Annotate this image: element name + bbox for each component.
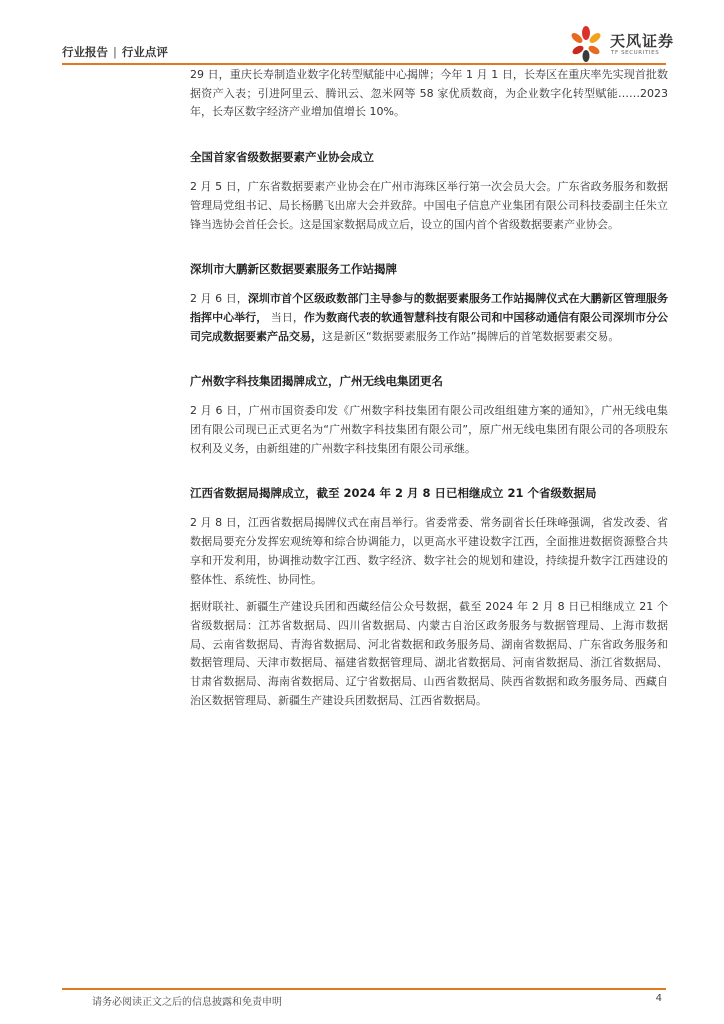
category-separator: |	[113, 45, 117, 59]
footer-disclaimer: 请务必阅读正文之后的信息披露和免责申明	[92, 997, 282, 1008]
category-label: 行业报告	[62, 45, 108, 59]
company-logo	[566, 24, 676, 64]
paragraph-intro: 29 日，重庆长寿制造业数字化转型赋能中心揭牌；今年 1 月 1 日，长寿区在重庆率先实现首批数据资产入表；引进阿里云、腾讯云、忽米网等 58 家优质数商，为企业数字化转型赋能……2023 年，长寿区数字经济产业增加值增长 10%。	[190, 68, 668, 119]
logo-text-en: TF SECURITIES	[611, 50, 660, 56]
paragraph-dapeng-workstation	[190, 290, 668, 346]
section-title-dapeng-workstation: 深圳市大鹏新区数据要素服务工作站揭牌	[190, 262, 397, 277]
text-same-day: 当日，	[267, 310, 304, 324]
paragraph-provincial-bureaus: 据财联社、新疆生产建设兵团和西藏经信公众号数据，截至 2024 年 2 月 8 日已相继成立 21 个省级数据局：江苏省数据局、四川省数据局、内蒙古自治区政务服务与数据管理局、上海市数据局、云南省数据局、青海省数据局、河北省数据和政务服务局、湖南省数据局、广东省政务服务和数据管理局、天津市数据局、福建省数据管理局、湖北省数据局、河南省数据局、浙江省数据局、甘肃省数据局、海南省数据局、辽宁省数据局、山西省数据局、陕西省数据和政务服务局、西藏自治区数据管理局、新疆生产建设兵团数据局、江西省数据局。	[190, 600, 668, 707]
text-first-transaction: 这是新区“数据要素服务工作站”揭牌后的首笔数据要素交易。	[322, 329, 620, 343]
footer-divider	[62, 988, 666, 990]
page-header	[0, 0, 724, 70]
section-title-guangzhou-digital: 广州数字科技集团揭牌成立，广州无线电集团更名	[190, 374, 443, 389]
logo-flower-icon	[566, 24, 606, 64]
section-title-guangdong-association: 全国首家省级数据要素产业协会成立	[190, 150, 374, 165]
text-bold-transaction: 作为数商代表的软通智慧科技有限公司和中国移动通信有限公司深圳市分公司完成数据要素产品交易，	[190, 310, 669, 343]
report-category	[62, 44, 168, 60]
subcategory-label: 行业点评	[121, 45, 168, 59]
paragraph-guangzhou-digital: 2 月 6 日，广州市国资委印发《广州数字科技集团有限公司改组组建方案的通知》，广州无线电集团有限公司现已正式更名为“广州数字科技集团有限公司”，原广州无线电集团有限公司的各项股东权利及义务，由新组建的广州数字科技集团有限公司承继。	[190, 404, 668, 455]
text-bold-workstation: 深圳市首个区级政数部门主导参与的数据要素服务工作站揭牌仪式在大鹏新区管理服务指挥中心举行，	[190, 292, 668, 324]
text-date: 2 月 6 日，	[190, 292, 248, 306]
header-divider	[62, 63, 666, 65]
article-body	[190, 66, 668, 719]
logo-text-cn: 天风证券	[610, 32, 675, 50]
section-title-jiangxi-bureau: 江西省数据局揭牌成立，截至 2024 年 2 月 8 日已相继成立 21 个省级数据局	[190, 486, 597, 501]
page-number: 4	[655, 993, 662, 1004]
paragraph-guangdong-association: 2 月 5 日，广东省数据要素产业协会在广州市海珠区举行第一次会员大会。广东省政务服务和数据管理局党组书记、局长杨鹏飞出席大会并致辞。中国电子信息产业集团有限公司科技委副主任朱立锋当选协会首任会长。这是国家数据局成立后，设立的国内首个省级数据要素产业协会。	[190, 180, 668, 231]
paragraph-jiangxi-bureau: 2 月 8 日，江西省数据局揭牌仪式在南昌举行。省委常委、常务副省长任珠峰强调，省发改委、省数据局要充分发挥宏观统筹和综合协调能力，以更高水平建设数字江西，全面推进数据资源整合共享和开发利用，协调推动数字江西、数字经济、数字社会的规划和建设，持续提升数字江西建设的整体性、系统性、协同性。	[190, 516, 668, 586]
